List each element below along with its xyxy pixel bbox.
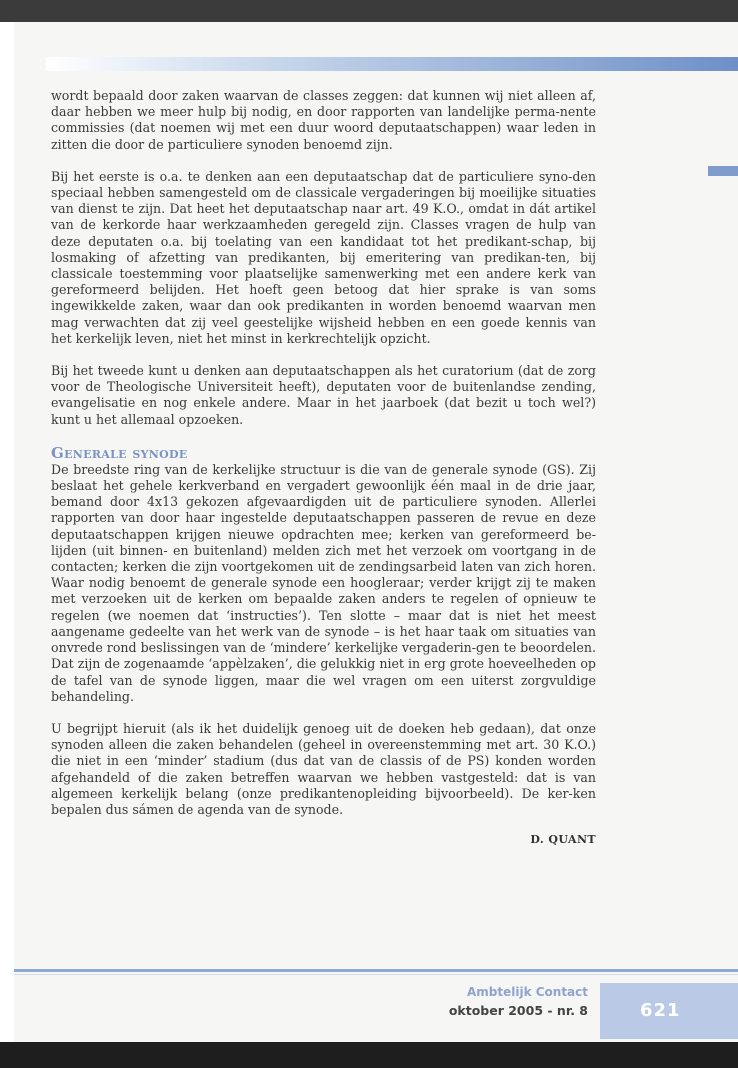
paragraph-intro-3: Bij het tweede kunt u denken aan deputaatschappen als het curatorium (dat de zorg voor de Theologische Universiteit heeft), deputaten voor de buitenlandse zending, evangelisatie en nog enkele andere. Maar in het jaarboek (dat bezit u toch wel?) kunt u het allemaal opzoeken. [51, 363, 596, 427]
paragraph-intro-2: Bij het eerste is o.a. te denken aan een deputaatschap dat de particuliere syno-den speciaal hebben samengesteld om de classicale vergaderingen bij moeilijke situaties van dienst te zijn. Dat heet het deputaatschap naar art. 49 K.O., omdat in dát artikel van de kerkorde haar werkzaamheden geregeld zijn. Classes vragen de hulp van deze deputaten o.a. bij toelating van een kandidaat tot het predikant-schap, bij losmaking of afzetting van predikanten, bij emeritering van predikan-ten, bij classicale toestemming voor plaatselijke samenwerking met een andere kerk van gereformeerd belijden. Het hoeft geen betoog dat hier sprake is van soms ingewikkelde zaken, waar dan ook predikanten in worden benoemd waarvan men mag verwachten dat zij veel geestelijke wijsheid hebben en een goede kennis van het kerkelijk leven, niet het minst in kerkrechtelijk opzicht. [51, 168, 596, 346]
footer-rule-thin [14, 974, 738, 975]
paragraph-section-2: U begrijpt hieruit (als ik het duidelijk genoeg uit de doeken heb gedaan), dat onze synoden alleen die zaken behandelen (geheel in overeenstemming met art. 30 K.O.) die niet in een ‘minder’ stadium (dus dat van de classis of de PS) konden worden afgehandeld of die zaken betreffen waarvan we hebben vastgesteld: dat is van algemeen kerkelijk belang (onze predikantenopleiding bijvoorbeeld). De ker-ken bepalen dus sámen de agenda van de synode. [51, 720, 596, 817]
bottom-scan-border [0, 1042, 738, 1068]
footer-rule [14, 969, 738, 972]
side-tab-marker [708, 166, 738, 176]
paragraph-intro-1: wordt bepaald door zaken waarvan de classes zeggen: dat kunnen wij niet alleen af, daar hebben we meer hulp bij nodig, en door rapporten van landelijke perma-nente commissies (dat noemen wij met een duur woord deputaatschappen) waar leden in zitten die door de particuliere synoden benoemd zijn. [51, 88, 596, 152]
header-gradient-stripe [46, 57, 738, 71]
top-scan-border [0, 0, 738, 22]
section-heading: Generale synode [51, 443, 188, 462]
footer-info [449, 983, 588, 1021]
page-number: 621 [640, 1000, 681, 1021]
author-signature: D. QUANT [530, 833, 596, 847]
issue-label: oktober 2005 - nr. 8 [448, 1003, 588, 1018]
left-page-edge [0, 22, 15, 1042]
journal-title: Ambtelijk Contact [466, 985, 588, 999]
paragraph-section-1: De breedste ring van de kerkelijke structuur is die van de generale synode (GS). Zij beslaat het gehele kerkverband en vergadert gewoonlijk één maal in de drie jaar, bemand door 4x13 gekozen afgevaardigden uit de particuliere synoden. Allerlei rapporten van door haar ingestelde deputaatschappen passeren de revue en deze deputaatschappen krijgen nieuwe opdrachten mee; kerken van gereformeerd be-lijden (uit binnen- en buitenland) melden zich met het verzoek om voortgang in de contacten; kerken die zijn voortgekomen uit de zendingsarbeid laten van zich horen. Waar nodig benoemt de generale synode een hoogleraar; verder krijgt zij te maken met verzoeken uit de kerken om bepaalde zaken anders te regelen of opnieuw te regelen (we noemen dat ‘instructies’). Ten slotte – maar dat is niet het meest aangename gedeelte van het werk van de synode – is het haar taak om situaties van onvrede rond beslissingen van de ‘mindere’ kerkelijke vergaderin-gen te beoordelen. Dat zijn de zogenaamde ‘appèlzaken’, die gelukkig niet in erg grote hoeveelheden op de tafel van de synode liggen, maar die wel vragen om een uiterst zorgvuldige behandeling. [51, 461, 596, 704]
article-body [51, 88, 596, 848]
